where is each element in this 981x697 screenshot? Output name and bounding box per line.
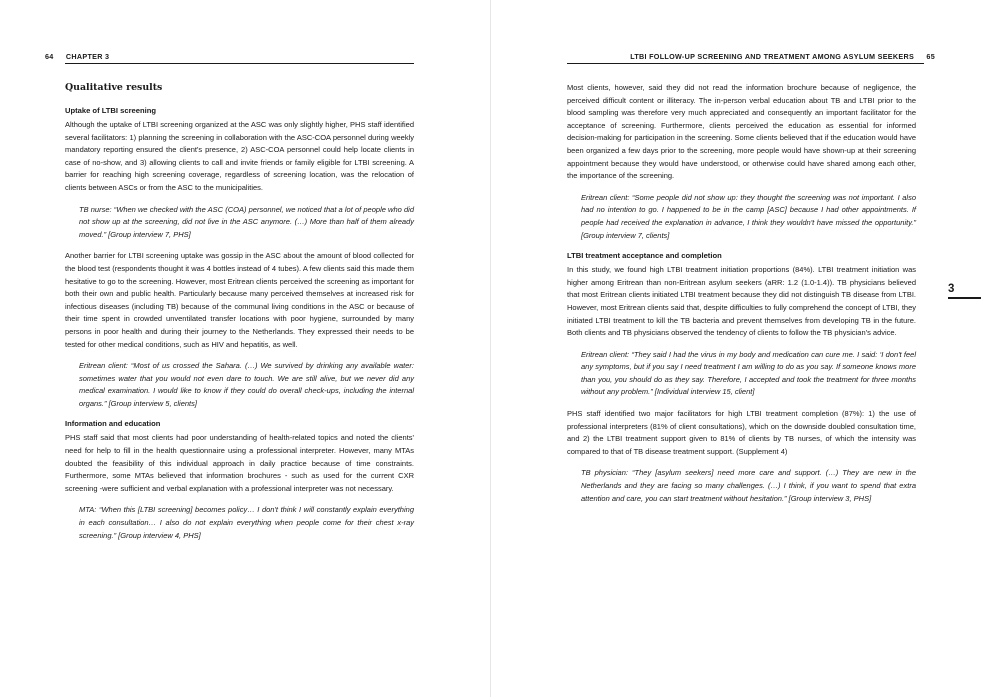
paragraph: Another barrier for LTBI screening uptake was gossip in the ASC about the amount of blood collected for the blood test (respondents thought it was 4 bottles instead of 4 tubes). A few clients said this made them hesitative to go to the screening. However, most Eritrean clients perceived the screening as important for both their own and public health. Particularly because many perceived themselves at increased risk for infectious diseases (including TB) because of the communal living conditions in the ASC or because of their time spent in crowded unventilated transfer locations with poor hygiene, surrounded by many persons in poor health and during their journey to the Netherlands. They expressed their needs to be tested for other medical conditions, such as HIV and hepatitis, as well. <box>65 251 414 349</box>
right-header-rule <box>567 63 924 64</box>
interview-quote: Eritrean client: “They said I had the virus in my body and medication can cure me. I said: ‘I don't feel any symptoms, but if you say I need treatment I am willing to do as you say. If someone knows more than you, you should do as they say. Therefore, I accepted and took the treatment for three months without any problem.” [Individual interview 15, client] <box>581 349 916 397</box>
right-chapter-title: LTBI FOLLOW-UP SCREENING AND TREATMENT AMONG ASYLUM SEEKERS <box>630 52 915 61</box>
left-page-number: 64 <box>45 52 54 61</box>
left-header-rule <box>65 63 414 64</box>
interview-quote: Eritrean client: “Most of us crossed the Sahara. (…) We survived by drinking any available water: sometimes water that you would not even dare to touch. We are still alive, but we never did any medical examination. I would like to know if they could do overall check-ups, including the internal organs.” [Group interview 5, clients] <box>79 361 414 408</box>
paragraph: Most clients, however, said they did not read the information brochure because of negligence, the perceived difficult content or illiteracy. The in-person verbal education about TB and LTBI prior to the blood sampling was therefore very much appreciated and consequently an important facilitator for the acceptance of screening. Furthermore, clients perceived the education as essential for informed decision-making for participation in the screening. Some clients believed that if the education would have been organized a few days prior to the screening, more people would have shown-up at their screening appointment because they would have understood, or otherwise could have shared among each other, the importance of the screening. <box>567 83 916 181</box>
interview-quote: Eritrean client: “Some people did not show up: they thought the screening was not important. I also had no intention to go. I happened to be in the camp [ASC] because I had other appointments. If people had received the explanation in advance, I think they wouldn't have missed the opportunity.” [Group interview 7, clients] <box>581 192 916 240</box>
paragraph: PHS staff said that most clients had poor understanding of health-related topics and noted the clients' need for help to fill in the health questionnaire using a professional interpreter. However, many MTAs doubted the feasibility of this individual approach in daily practice because of time constraints. Furthermore, some MTAs believed that information brochures - such as used for the current CXR screening -were sufficient and verbal explanation with a professional interpreter was not necessary. <box>65 433 414 493</box>
interview-quote: MTA: “When this [LTBI screening] becomes policy… I don't think I will constantly explain everything in each consultation… I also do not explain everything when people come for their chest x-ray screening.” [Group interview 4, PHS] <box>79 505 414 540</box>
right-page-content <box>567 82 916 514</box>
chapter-tab-bar <box>948 297 981 299</box>
right-page-number: 65 <box>926 52 935 61</box>
section-title: Qualitative results <box>65 82 163 93</box>
subheading-information: Information and education <box>65 419 161 429</box>
left-running-head <box>45 52 470 61</box>
right-page <box>491 0 981 697</box>
interview-quote: TB nurse: “When we checked with the ASC (COA) personnel, we noticed that a lot of people who did not show up at the screening, did not live in the ASC anymore. (…) More than half of them already moved.” [Group interview 7, PHS] <box>79 204 414 239</box>
left-page-content <box>65 82 414 551</box>
subheading-uptake: Uptake of LTBI screening <box>65 106 156 115</box>
interview-quote: TB physician: “They [asylum seekers] need more care and support. (…) They are new in the Netherlands and they are facing so many challenges. (…) I think, if you want to spend that extra attention and care, you can start treatment without hesitation.” [Group interview 3, PHS] <box>581 468 916 503</box>
left-chapter-label: CHAPTER 3 <box>65 52 110 61</box>
chapter-tab <box>948 279 981 297</box>
right-running-head <box>551 52 935 61</box>
paragraph: In this study, we found high LTBI treatment initiation proportions (84%). LTBI treatment initiation was higher among Eritrean than non-Eritrean asylum seekers (aRR: 1.2 (1.0-1.4)). TB physicians believed that most Eritrean clients initiated LTBI treatment because they did not distinguish TB disease from LTBI. However, most Eritrean clients said that, despite difficulties to fully comprehend the concept of LTBI, they initiated LTBI treatment to kill the TB bacteria and prevent themselves from developing TB in the future. Both clients and TB physicians observed the tendency of clients to follow the TB physician's advice. <box>567 265 916 338</box>
subheading-treatment: LTBI treatment acceptance and completion <box>567 251 722 261</box>
left-page <box>0 0 490 697</box>
paragraph: Although the uptake of LTBI screening organized at the ASC was only slightly higher, PHS staff identified several facilitators: 1) planning the screening in collaboration with the ASC-COA personnel during weekly mandatory reporting ensured the client's presence, 2) ASC-COA personnel could help locate clients in case of no-show, and 3) allowing clients to call and invite friends or family eligible for LTBI screening. A barrier for reaching high screening coverage, regardless of screening location, was the relocation of clients between ASCs or from the ASC to the municipalities. <box>65 120 414 192</box>
paragraph: PHS staff identified two major facilitators for high LTBI treatment completion (87%): 1) the use of professional interpreters (81% of client consultations), which on the downside doubled consultation time, and 2) the LTBI treatment support given to 81% of clients by TB nurses, of which the intensity was compared to that of TB disease treatment support. (Supplement 4) <box>567 409 916 456</box>
chapter-tab-number: 3 <box>948 283 955 295</box>
